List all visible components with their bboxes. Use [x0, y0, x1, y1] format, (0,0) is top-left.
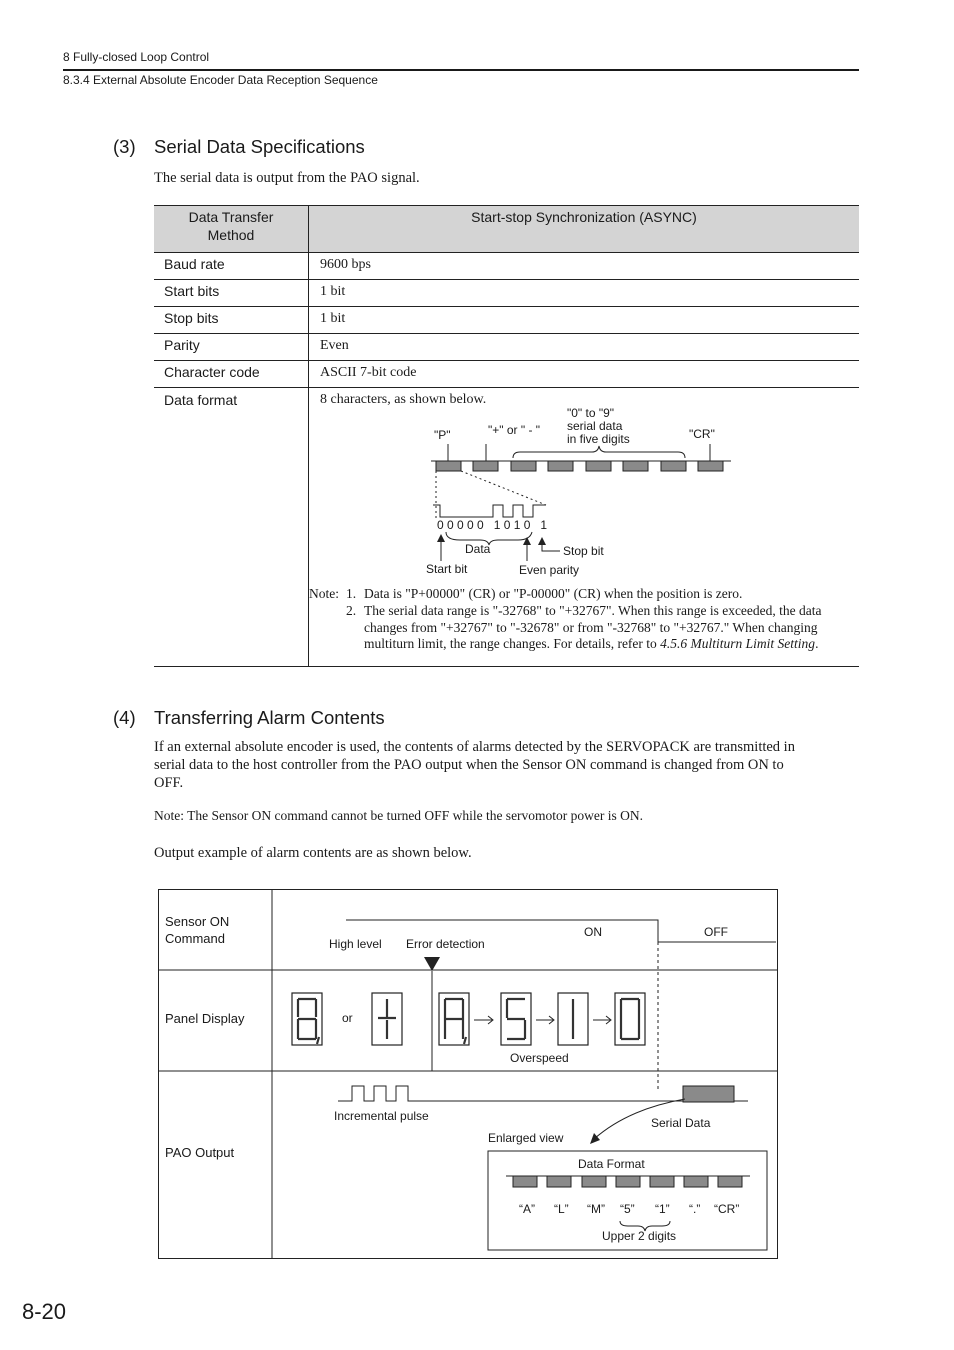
bit-waveform — [433, 505, 546, 517]
header-rule — [63, 69, 859, 71]
row-value: Even — [309, 334, 860, 361]
row-value: 8 characters, as shown below. — [309, 388, 860, 667]
note-1: Data is "P+00000" (CR) or "P-00000" (CR) when the position is zero. — [364, 586, 743, 601]
char-block — [698, 461, 723, 471]
table-header-row — [154, 206, 859, 253]
table-row — [154, 253, 859, 280]
char-label: “A” — [519, 1202, 535, 1216]
start-bit-label: Start bit — [426, 562, 468, 576]
row-label-line: Command — [165, 931, 225, 946]
decimal-point — [464, 1037, 466, 1044]
char-label: “CR” — [714, 1202, 740, 1216]
digit-0 — [621, 999, 639, 1039]
section-header: 8.3.4 External Absolute Encoder Data Reception Sequence — [63, 73, 378, 87]
note-1-number: 1. — [346, 586, 357, 601]
chapter-header: 8 Fully-closed Loop Control — [63, 50, 210, 64]
row-value: 1 bit — [309, 307, 860, 334]
note-text: . — [815, 636, 819, 651]
digit-dash — [378, 999, 396, 1039]
on-label: ON — [584, 925, 602, 939]
row-value: 1 bit — [309, 280, 860, 307]
char-block — [473, 461, 498, 471]
arrow-head — [437, 534, 445, 542]
sensor-on-label — [165, 913, 229, 947]
char-block — [436, 461, 461, 471]
note-line: changes from "+32767" to "-32678" or from "-32768" to "+32767." When changing — [364, 619, 818, 635]
incremental-pulse-label: Incremental pulse — [334, 1109, 429, 1123]
page-number: 8-20 — [22, 1299, 67, 1324]
stop-bit-arrow — [542, 540, 560, 551]
row-value: ASCII 7-bit code — [309, 361, 860, 388]
char-block — [513, 1176, 537, 1187]
digit-8 — [298, 999, 316, 1039]
table-row — [154, 307, 859, 334]
row-label-line: Sensor ON — [165, 914, 230, 929]
char-block — [650, 1176, 674, 1187]
char-block — [616, 1176, 640, 1187]
heading-number: (4) — [113, 707, 136, 728]
serial-spec-intro: The serial data is output from the PAO signal. — [154, 170, 420, 186]
char-block — [623, 461, 648, 471]
digits-line: "0" to "9" — [567, 406, 615, 420]
expansion-line — [461, 471, 546, 505]
row-label: Parity — [154, 334, 309, 361]
bit-values: 0 0 0 0 0 1 0 1 0 1 — [437, 518, 548, 532]
alarm-paragraph — [154, 738, 864, 792]
digits-label — [567, 407, 630, 446]
row-label: Start bits — [154, 280, 309, 307]
note-text: multiturn limit, the range changes. For details, refer to — [364, 636, 661, 651]
char-label: “M” — [587, 1202, 605, 1216]
alarm-heading — [113, 707, 513, 731]
note-prefix: Note: — [309, 586, 339, 601]
serial-data-block — [683, 1086, 734, 1102]
pao-output-label: PAO Output — [165, 1145, 235, 1160]
heading-title: Transferring Alarm Contents — [154, 707, 385, 728]
digits-line: in five digits — [567, 432, 630, 446]
row-label: Stop bits — [154, 307, 309, 334]
panel-display-label: Panel Display — [165, 1011, 245, 1026]
output-example-text: Output example of alarm contents are as shown below. — [154, 845, 472, 861]
alarm-note: Note: The Sensor ON command cannot be turned OFF while the servomotor power is ON. — [154, 808, 644, 823]
heading-number: (3) — [113, 136, 136, 157]
digits-line: serial data — [567, 419, 623, 433]
decimal-point — [317, 1037, 319, 1044]
char-label: “L” — [554, 1202, 569, 1216]
row-label: Character code — [154, 361, 309, 388]
stop-bit-label: Stop bit — [563, 544, 604, 558]
digit-a — [445, 999, 463, 1039]
row-value: 9600 bps — [309, 253, 860, 280]
overspeed-label: Overspeed — [510, 1051, 569, 1065]
row-label: Baud rate — [154, 253, 309, 280]
note-line: The serial data range is "-32768" to "+32767". When this range is exceeded, the data — [364, 603, 822, 618]
paragraph-line: serial data to the host controller from the PAO output when the Sensor ON command is changed from ON to — [154, 757, 784, 773]
serial-data-label: Serial Data — [651, 1116, 711, 1130]
or-label: or — [342, 1011, 353, 1025]
digit-5 — [507, 999, 525, 1039]
sign-label: "+" or " - " — [488, 423, 541, 437]
digits-brace — [513, 446, 685, 458]
p-label: "P" — [434, 428, 451, 442]
note-line — [364, 636, 859, 653]
arrow-head — [538, 537, 546, 545]
arrow-head — [523, 537, 531, 545]
table-header-method — [154, 206, 309, 253]
note-2 — [364, 603, 859, 653]
error-detection-label: Error detection — [406, 937, 485, 951]
multiturn-reference: 4.5.6 Multiturn Limit Setting — [660, 636, 816, 651]
table-row — [154, 334, 859, 361]
char-block — [547, 1176, 571, 1187]
even-parity-label: Even parity — [519, 563, 580, 577]
error-detection-marker — [424, 957, 440, 971]
char-block — [586, 461, 611, 471]
char-block — [684, 1176, 708, 1187]
table-row — [154, 361, 859, 388]
off-label: OFF — [704, 925, 728, 939]
high-level-label: High level — [329, 937, 382, 951]
char-label: “.” — [689, 1202, 701, 1216]
note-2-number: 2. — [346, 603, 357, 618]
serial-spec-heading — [113, 136, 513, 160]
header-line: Method — [207, 227, 255, 243]
char-block — [582, 1176, 606, 1187]
paragraph-line: OFF. — [154, 775, 184, 791]
display-arrows — [474, 1016, 611, 1024]
data-label: Data — [465, 542, 491, 556]
char-block — [511, 461, 536, 471]
table-header-async: Start-stop Synchronization (ASYNC) — [309, 206, 860, 253]
char-label: “1” — [655, 1202, 670, 1216]
data-format-label: Data Format — [578, 1157, 645, 1171]
row-label: Data format — [154, 388, 309, 667]
seven-seg-frame — [615, 993, 645, 1045]
enlarged-view-label: Enlarged view — [488, 1131, 564, 1145]
paragraph-line: If an external absolute encoder is used, the contents of alarms detected by the SERVOPACK are transmitted in — [154, 739, 795, 755]
header-line: Data Transfer — [188, 209, 274, 225]
cr-label: "CR" — [689, 427, 715, 441]
char-block — [661, 461, 686, 471]
char-label: “5” — [620, 1202, 635, 1216]
upper-digits-label: Upper 2 digits — [602, 1229, 677, 1243]
heading-title: Serial Data Specifications — [154, 136, 365, 157]
table-row — [154, 280, 859, 307]
char-block — [548, 461, 573, 471]
char-block — [718, 1176, 742, 1187]
